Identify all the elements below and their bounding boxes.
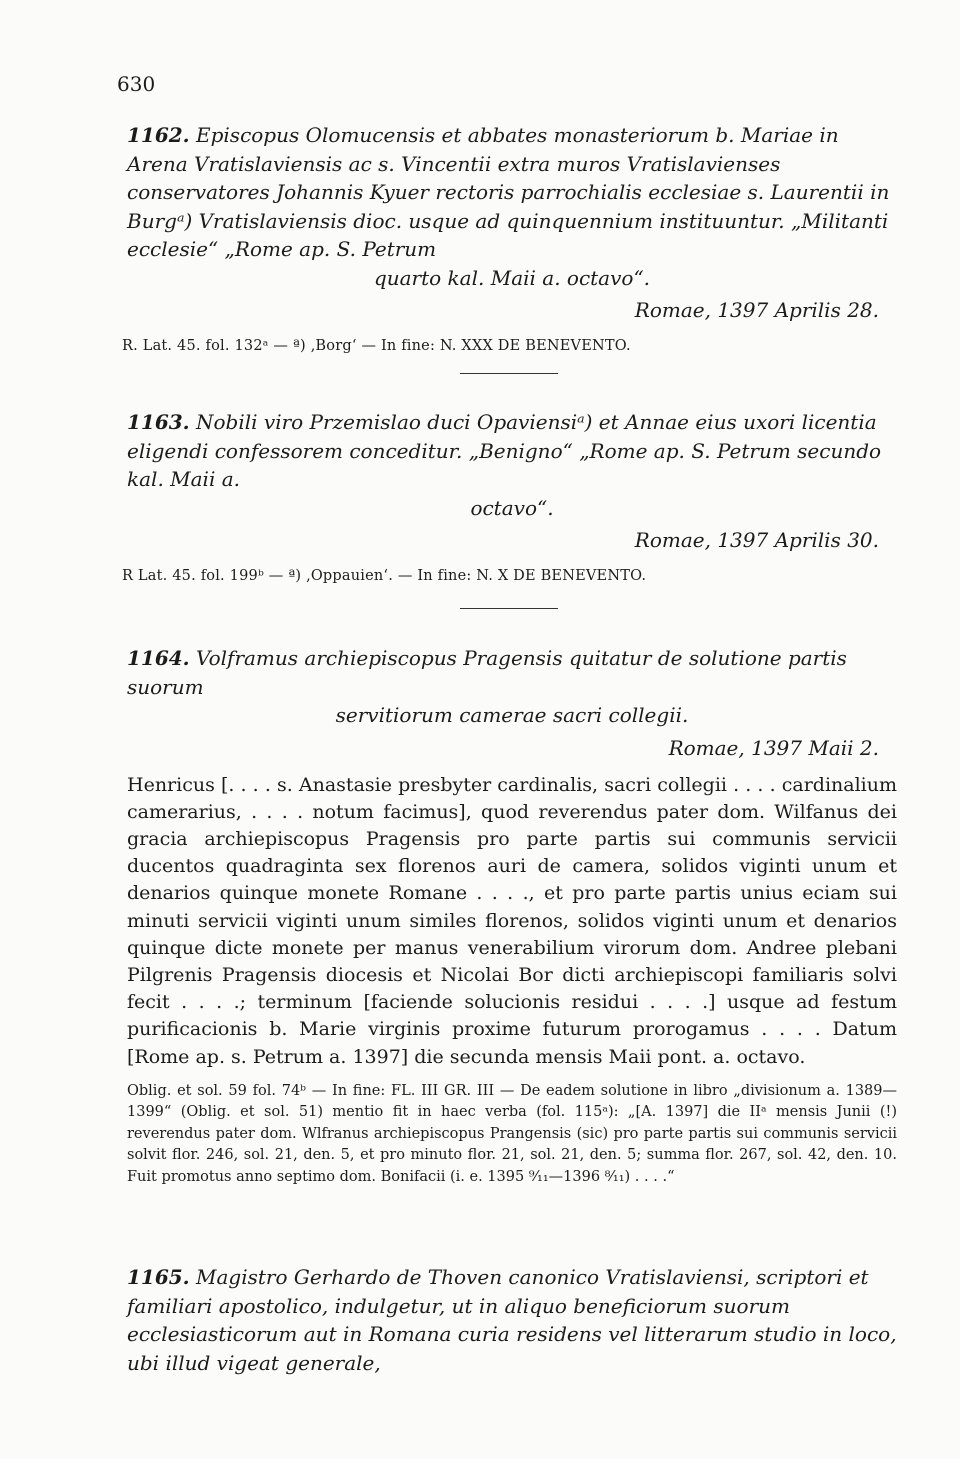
summary-last-line: servitiorum camerae sacri collegii. (335, 703, 689, 727)
entry-1165 (127, 1263, 897, 1377)
entry-number: 1163. (127, 410, 190, 434)
separator-rule (460, 608, 558, 609)
entry-number: 1164. (127, 646, 190, 670)
entry-summary (127, 408, 897, 522)
date-line: Romae, 1397 Aprilis 30. (634, 528, 879, 552)
entry-summary (127, 644, 897, 730)
entry-number: 1162. (127, 123, 190, 147)
document-body: Henricus [. . . . s. Anastasie presbyter cardinalis, sacri collegii . . . . cardinalium camerarius, . . . . notum facimus], quod reverendus pater dom. Wilfanus dei gracia archiepiscopus Pragensis pro parte partis sui communis servicii ducentos quadraginta sex florenos auri de camera, solidos viginti unum et denarios quinque monete Romane . . . ., et pro parte partis unius eciam sui minuti servicii viginti unum similes florenos, solidos viginti unum et denarios quinque dicte monete per manus venerabilium virorum dom. Andree plebani Pilgrenis Pragensis diocesis et Nicolai Bor dicti archiepiscopi familiaris solvi fecit . . . .; terminum [faciende solucionis residui . . . .] usque ad festum purificacionis b. Marie virginis proxime futurum prorogamus . . . . Datum [Rome ap. s. Petrum a. 1397] die secunda mensis Maii pont. a. octavo. (127, 773, 897, 1068)
entry-summary (127, 121, 897, 292)
date-line: Romae, 1397 Aprilis 28. (634, 298, 879, 322)
source-reference: R Lat. 45. fol. 199ᵇ — ª) ‚Oppauien‘. — In fine: N. X DE BENEVENTO. (122, 568, 647, 584)
date-line: Romae, 1397 Maii 2. (668, 735, 879, 760)
entry-1162 (122, 121, 897, 356)
separator-rule (460, 373, 558, 374)
summary-text: Volframus archiepiscopus Pragensis quitatur de solutione partis suorum (127, 646, 847, 699)
summary-text: Nobili viro Przemislao duci Opaviensiᵃ) et Annae eius uxori licentia eligendi confessorem conceditur. „Benigno“ „Rome ap. S. Petrum secundo kal. Maii a. (127, 410, 882, 491)
entry-number: 1165. (127, 1265, 190, 1289)
entry-1163 (122, 408, 897, 586)
entry-1164 (127, 644, 897, 1188)
summary-last-line: octavo“. (470, 495, 554, 520)
source-reference: R. Lat. 45. fol. 132ᵃ — ª) ‚Borg‘ — In fine: N. XXX DE BENEVENTO. (122, 338, 631, 354)
entry-summary (127, 1263, 897, 1377)
archival-note: Oblig. et sol. 59 fol. 74ᵇ — In fine: FL. III GR. III — De eadem solutione in libro „divisionum a. 1389—1399“ (Oblig. et sol. 51) mentio fit in haec verba (fol. 115ᵃ): „[A. 1397] die IIᵃ mensis Junii (!) reverendus pater dom. Wlfranus archiepiscopus Prangensis (sic) pro parte partis sui communis servicii solvit flor. 246, sol. 21, den. 5, et pro minuto flor. 21, sol. 21, den. 5; summa flor. 267, sol. 42, den. 10. Fuit promotus anno septimo dom. Bonifacii (i. e. 1395 ⁹⁄₁₁—1396 ⁸⁄₁₁) . . . .“ (127, 1082, 897, 1185)
summary-text: Magistro Gerhardo de Thoven canonico Vratislaviensi, scriptori et familiari apostolico, indulgetur, ut in aliquo beneficiorum suorum ecclesiasticorum aut in Romana curia residens vel litterarum studio in loco, ubi illud vigeat generale, (127, 1265, 897, 1375)
summary-last-line: quarto kal. Maii a. octavo“. (373, 265, 651, 290)
page-number: 630 (117, 72, 156, 96)
summary-text: Episcopus Olomucensis et abbates monasteriorum b. Mariae in Arena Vratislaviensis ac s. Vincentii extra muros Vratislavienses conservatores Johannis Kyuer rectoris parrochialis ecclesiae s. Laurentii in Burgᵃ) Vratislaviensis dioc. usque ad quinquennium instituuntur. „Militanti ecclesie“ „Rome ap. S. Petrum (127, 123, 890, 261)
